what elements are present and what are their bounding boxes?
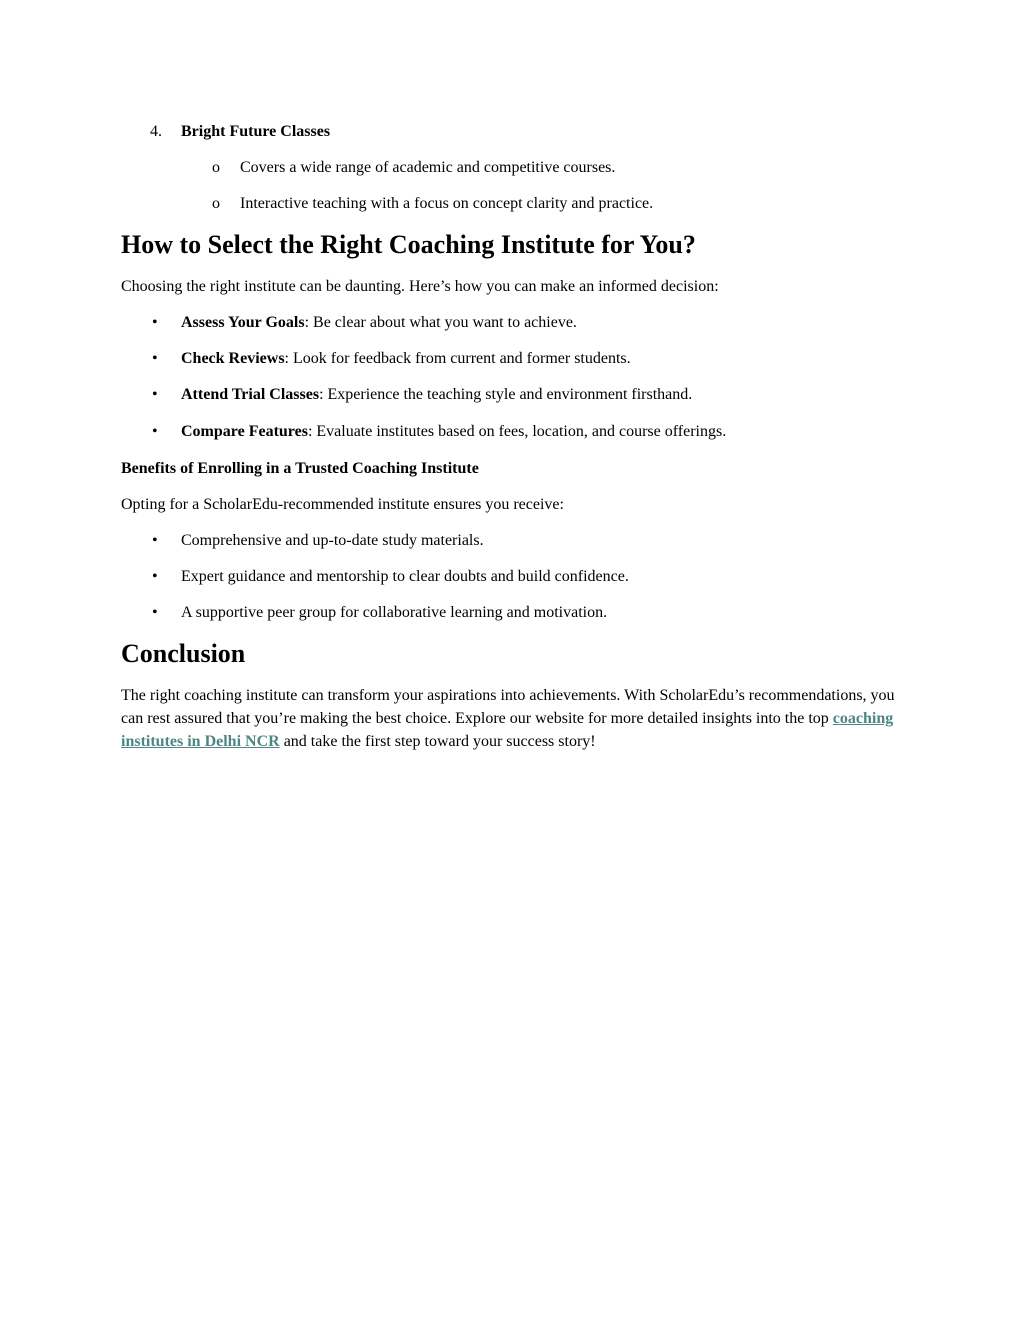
section-heading: How to Select the Right Coaching Institute for You? (121, 230, 696, 259)
benefits-heading: Benefits of Enrolling in a Trusted Coaching Institute (121, 460, 479, 477)
bullet-term: Assess Your Goals (181, 314, 305, 331)
bullet-text (181, 421, 726, 443)
conclusion-paragraph (121, 684, 911, 753)
conclusion-heading: Conclusion (121, 639, 246, 668)
bullet-marker: • (152, 386, 158, 403)
sub-bullet-marker: o (212, 159, 220, 176)
bullet-text (181, 384, 692, 406)
conclusion-text-start: The right coaching institute can transform your aspirations into achievements. With ScholarEdu’s recommendations, you can rest assured that you’re making the best choice. Explore our website for more detailed insights into the top (121, 687, 895, 727)
bullet-term: Compare Features (181, 423, 308, 440)
benefits-intro: Opting for a ScholarEdu-recommended institute ensures you receive: (121, 496, 564, 513)
delhi-ncr-institutes-link[interactable]: coaching institutes in Delhi NCR (121, 710, 894, 750)
bullet-description: : Be clear about what you want to achieve. (304, 314, 577, 331)
list-number: 4. (150, 123, 162, 140)
bullet-text: A supportive peer group for collaborative learning and motivation. (181, 604, 608, 621)
bullet-marker: • (152, 350, 158, 367)
section-intro: Choosing the right institute can be daunting. Here’s how you can make an informed decision: (121, 278, 719, 295)
bullet-description: : Experience the teaching style and environment firsthand. (319, 386, 693, 403)
conclusion-text-end: and take the first step toward your success story! (279, 733, 596, 750)
sub-bullet-marker: o (212, 195, 220, 212)
bullet-text: Comprehensive and up-to-date study materials. (181, 532, 484, 549)
sub-list-text: Interactive teaching with a focus on concept clarity and practice. (240, 195, 654, 212)
bullet-text (181, 312, 577, 334)
bullet-description: : Evaluate institutes based on fees, location, and course offerings. (307, 423, 727, 440)
institute-title: Bright Future Classes (181, 123, 331, 140)
bullet-term: Attend Trial Classes (181, 386, 320, 403)
bullet-marker: • (152, 314, 158, 331)
bullet-text (181, 348, 631, 370)
bullet-text: Expert guidance and mentorship to clear doubts and build confidence. (181, 568, 629, 585)
bullet-marker: • (152, 604, 158, 621)
sub-list-text: Covers a wide range of academic and competitive courses. (240, 159, 616, 176)
bullet-marker: • (152, 423, 158, 440)
bullet-term: Check Reviews (181, 350, 285, 367)
bullet-marker: • (152, 568, 158, 585)
bullet-description: : Look for feedback from current and former students. (284, 350, 631, 367)
bullet-marker: • (152, 532, 158, 549)
